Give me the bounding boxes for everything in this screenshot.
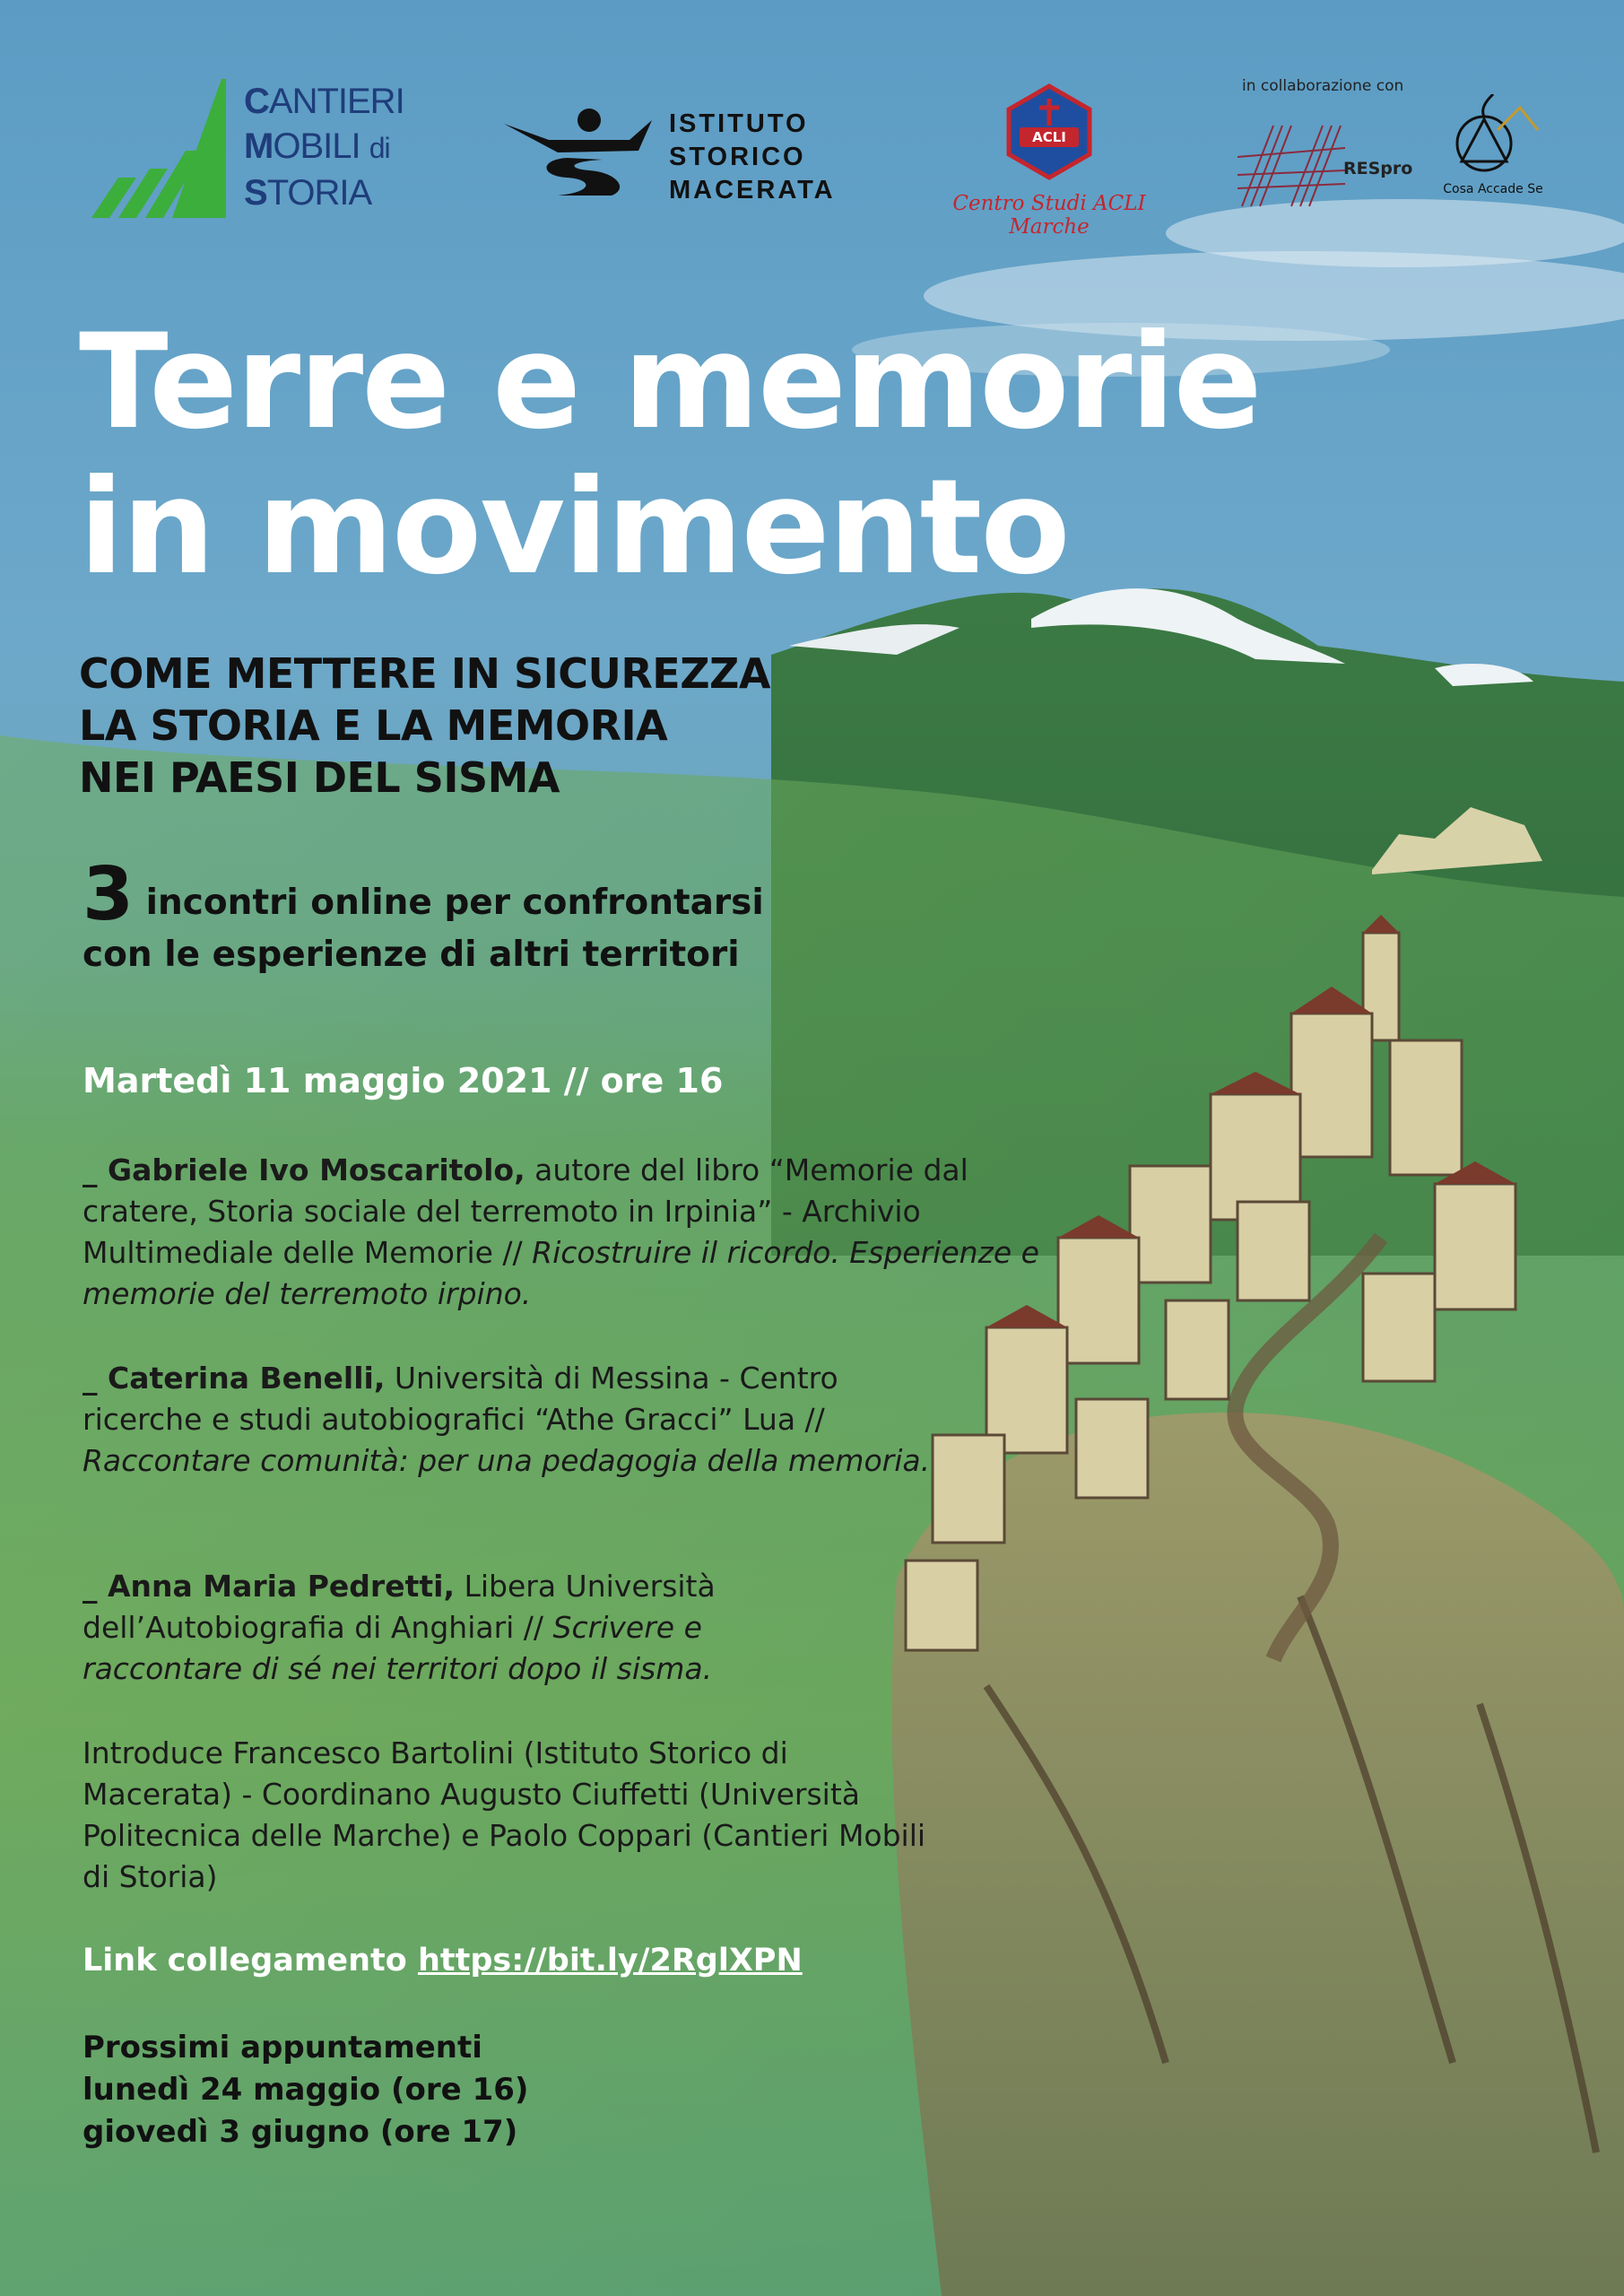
title-line-2: in movimento — [79, 451, 1069, 604]
respro-logo — [1238, 121, 1417, 211]
speaker-name: Caterina Benelli, — [108, 1361, 386, 1396]
cantieri-logo — [83, 79, 423, 222]
speaker-3: _ Anna Maria Pedretti, Libera Università dell’Autobiografia di Anghiari // Scrivere e raccontare di sé nei territori dopo il sisma. — [83, 1569, 716, 1686]
collab-label: in collaborazione con — [1242, 77, 1404, 95]
next-date-1: lunedì 24 maggio (ore 16) — [83, 2072, 529, 2108]
cosa-accade-label: Cosa Accade Se — [1443, 182, 1543, 196]
speaker-talk: Ricostruire il ricordo. Esperienze e memorie del terremoto irpino. — [83, 1235, 1039, 1311]
speaker-2: _ Caterina Benelli, Università di Messina - Centro ricerche e studi autobiografici “Athe Gracci” Lua // Raccontare comunità: per una pedagogia della memoria. — [83, 1361, 931, 1478]
incontri-line-2: con le esperienze di altri territori — [83, 935, 740, 975]
respro-lines-icon — [1238, 121, 1345, 211]
link-label: Link collegamento — [83, 1943, 418, 1979]
incontri-line-1: incontri online per confrontarsi — [134, 883, 764, 923]
event-date: Martedì 11 maggio 2021 // ore 16 — [83, 1061, 724, 1100]
subtitle-line-1: COME METTERE IN SICUREZZA — [79, 649, 771, 698]
speaker-1: _ Gabriele Ivo Moscaritolo, autore del libro “Memorie dal cratere, Storia sociale del terremoto in Irpinia” - Archivio Multimediale delle Memorie // Ricostruire il ricordo. Esperienze e memorie del terremoto irpino. — [83, 1152, 1039, 1311]
speaker-name: Gabriele Ivo Moscaritolo, — [108, 1152, 525, 1187]
acli-logo — [915, 83, 1184, 239]
istituto-logo — [504, 106, 863, 204]
speaker-name: Anna Maria Pedretti, — [108, 1569, 455, 1604]
subtitle — [79, 648, 770, 804]
subtitle-line-3: NEI PAESI DEL SISMA — [79, 753, 560, 802]
title-line-1: Terre e memorie — [79, 306, 1261, 458]
link-line — [83, 1943, 803, 1979]
istituto-logo-mark-icon — [504, 106, 656, 204]
istituto-logo-text: ISTITUTO STORICO MACERATA — [669, 109, 836, 204]
speaker-talk: Scrivere e raccontare di sé nei territori dopo il sisma. — [83, 1610, 713, 1686]
respro-label: RESpro — [1343, 159, 1413, 178]
cantieri-logo-mark-icon — [83, 79, 226, 222]
subtitle-line-2: LA STORIA E LA MEMORIA — [79, 701, 668, 750]
speaker-talk: Raccontare comunità: per una pedagogia della memoria. — [83, 1443, 931, 1478]
next-date-2: giovedì 3 giugno (ore 17) — [83, 2114, 518, 2150]
acli-caption: Centro Studi ACLI Marche — [952, 192, 1146, 239]
acli-badge-label: ACLI — [1032, 129, 1066, 145]
next-appointments — [83, 2027, 528, 2153]
intro-text: Introduce Francesco Bartolini (Istituto Storico di Macerata) - Coordinano Augusto Ciuffetti (Università Politecnica delle Marche) e Paolo Coppari (Cantieri Mobili di Storia) — [83, 1735, 926, 1894]
next-heading: Prossimi appuntamenti — [83, 2030, 482, 2066]
cantieri-logo-text: CANTIERI MOBILI di STORIA — [244, 82, 404, 213]
incontri-number: 3 — [83, 852, 135, 937]
page-title — [79, 306, 1261, 604]
meeting-link[interactable]: https://bit.ly/2RglXPN — [417, 1943, 803, 1979]
cosa-accade-logo — [1435, 94, 1551, 211]
incontri-text — [83, 852, 764, 981]
cosa-accade-mark-icon — [1444, 94, 1542, 175]
